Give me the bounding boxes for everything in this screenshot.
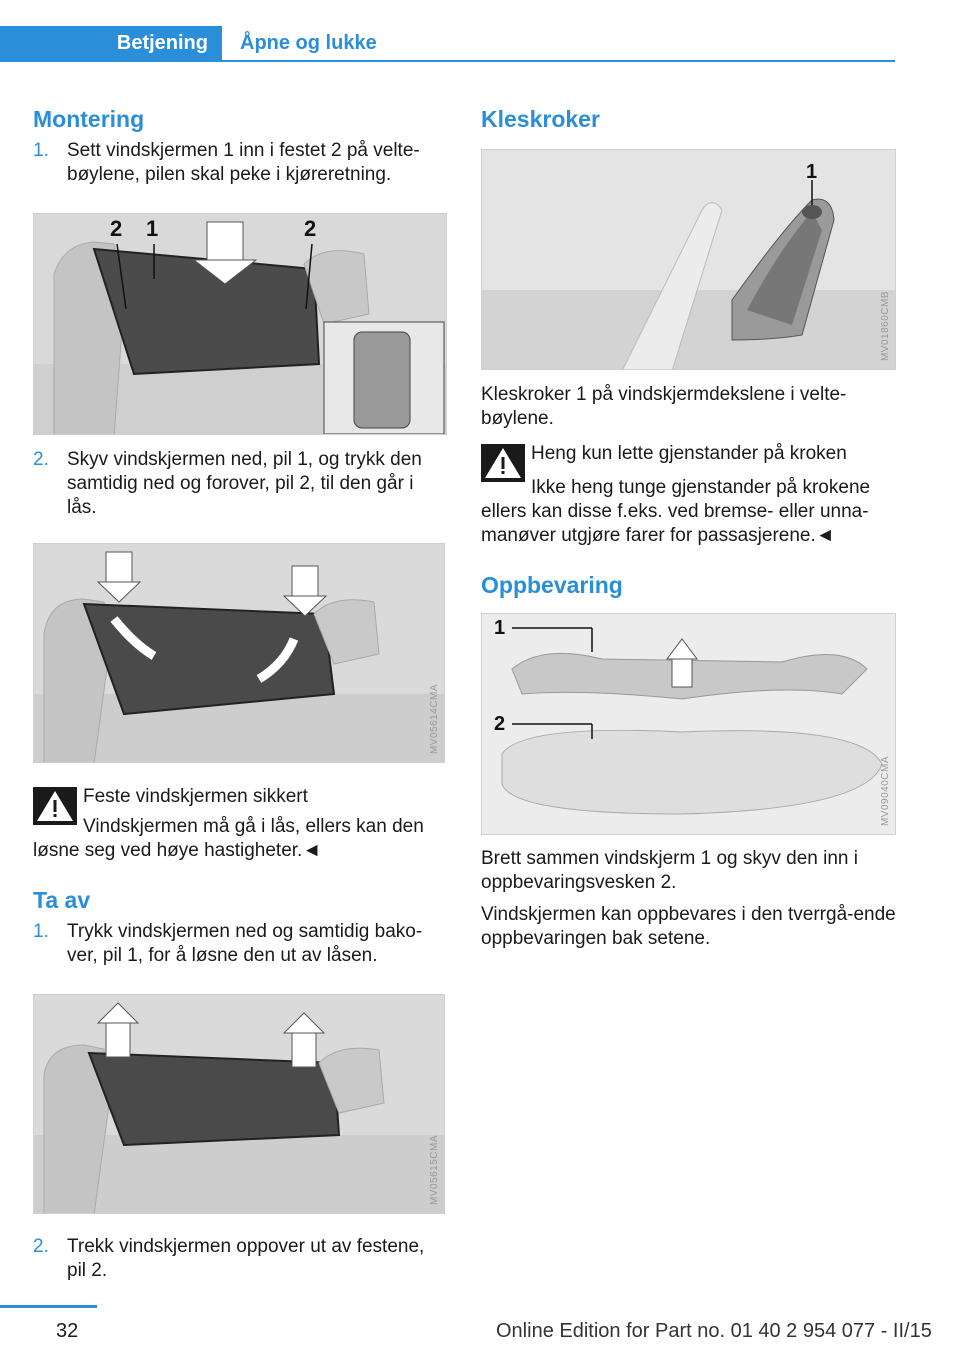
oppbevaring-text-1: Brett sammen vindskjerm 1 og skyv den inn i oppbevaringsvesken 2. [481, 848, 858, 893]
windscreen-remove-illustration [34, 995, 445, 1214]
fig1-label-2b: 2 [304, 216, 317, 241]
figure-kleskroker [481, 149, 896, 370]
fig1-label-2a: 2 [110, 216, 123, 241]
tab-betjening[interactable]: Betjening [0, 26, 222, 60]
page-number: 32 [56, 1320, 79, 1342]
header-tab-bar [0, 26, 895, 62]
warning-title: Heng kun lette gjenstander på kroken [531, 443, 847, 464]
edition-text: Online Edition for Part no. 01 40 2 954 077 - II/15 [496, 1320, 932, 1342]
step-number: 2. [33, 449, 49, 470]
warning-kroken [481, 442, 896, 548]
ta-av-heading: Ta av [33, 887, 91, 913]
warning-text: Ikke heng tunge gjenstander på krokene ellers kan disse f.eks. ved bremse- eller unna-manøver utgjøre farer for passasjerene.◄ [481, 477, 871, 546]
step-text: Trykk vindskjermen ned og samtidig bako-ver, pil 1, for å løsne den ut av låsen. [67, 921, 423, 966]
kleskroker-heading: Kleskroker [481, 106, 600, 132]
figure-code: MV01860CMB [880, 290, 891, 361]
fig4-label-1: 1 [806, 161, 818, 183]
fig5-label-1: 1 [494, 617, 506, 639]
kleskroker-text: Kleskroker 1 på vindskjermdekslene i velte-bøylene. [481, 384, 847, 429]
warning-icon [481, 444, 525, 482]
step-text: Skyv vindskjermen ned, pil 1, og trykk den samtidig ned og forover, pil 2, til den går i lås. [67, 449, 422, 518]
warning-text: Vindskjermen må gå i lås, ellers kan den løsne seg ved høye hastigheter.◄ [33, 816, 424, 861]
windscreen-install-illustration [34, 214, 447, 435]
fig1-label-1: 1 [146, 216, 159, 241]
warning-title: Feste vindskjermen sikkert [83, 786, 308, 807]
warning-icon [33, 787, 77, 825]
fig5-label-2: 2 [494, 713, 506, 735]
footer-rule [0, 1305, 97, 1308]
step-number: 2. [33, 1236, 49, 1257]
figure-windscreen-lock [33, 543, 445, 763]
figure-windscreen-remove [33, 994, 445, 1214]
montering-step-1 [33, 139, 447, 187]
windscreen-lock-illustration [34, 544, 445, 763]
right-column [481, 100, 896, 951]
tab-apne-og-lukke[interactable]: Åpne og lukke [240, 32, 377, 54]
ta-av-step-1 [33, 920, 447, 968]
figure-code: MV09040CMA [880, 755, 891, 826]
oppbevaring-heading: Oppbevaring [481, 572, 623, 598]
figure-code: MV05614CMA [429, 683, 440, 754]
montering-step-2 [33, 448, 447, 520]
figure-oppbevaring [481, 613, 896, 835]
step-text: Sett vindskjermen 1 inn i festet 2 på velte-bøylene, pilen skal peke i kjøreretning. [67, 140, 420, 185]
ta-av-step-2 [33, 1235, 447, 1283]
step-text: Trekk vindskjermen oppover ut av festene, pil 2. [67, 1236, 425, 1281]
step-number: 1. [33, 140, 49, 161]
oppbevaring-illustration [482, 614, 896, 835]
figure-code: MV05615CMA [429, 1134, 440, 1205]
warning-feste [33, 785, 447, 863]
left-column [33, 100, 447, 1283]
montering-heading: Montering [33, 106, 145, 132]
step-number: 1. [33, 921, 49, 942]
figure-windscreen-install [33, 213, 447, 435]
oppbevaring-text-2: Vindskjermen kan oppbevares i den tverrgå-ende oppbevaringen bak setene. [481, 904, 896, 949]
kleskroker-illustration [482, 150, 896, 370]
